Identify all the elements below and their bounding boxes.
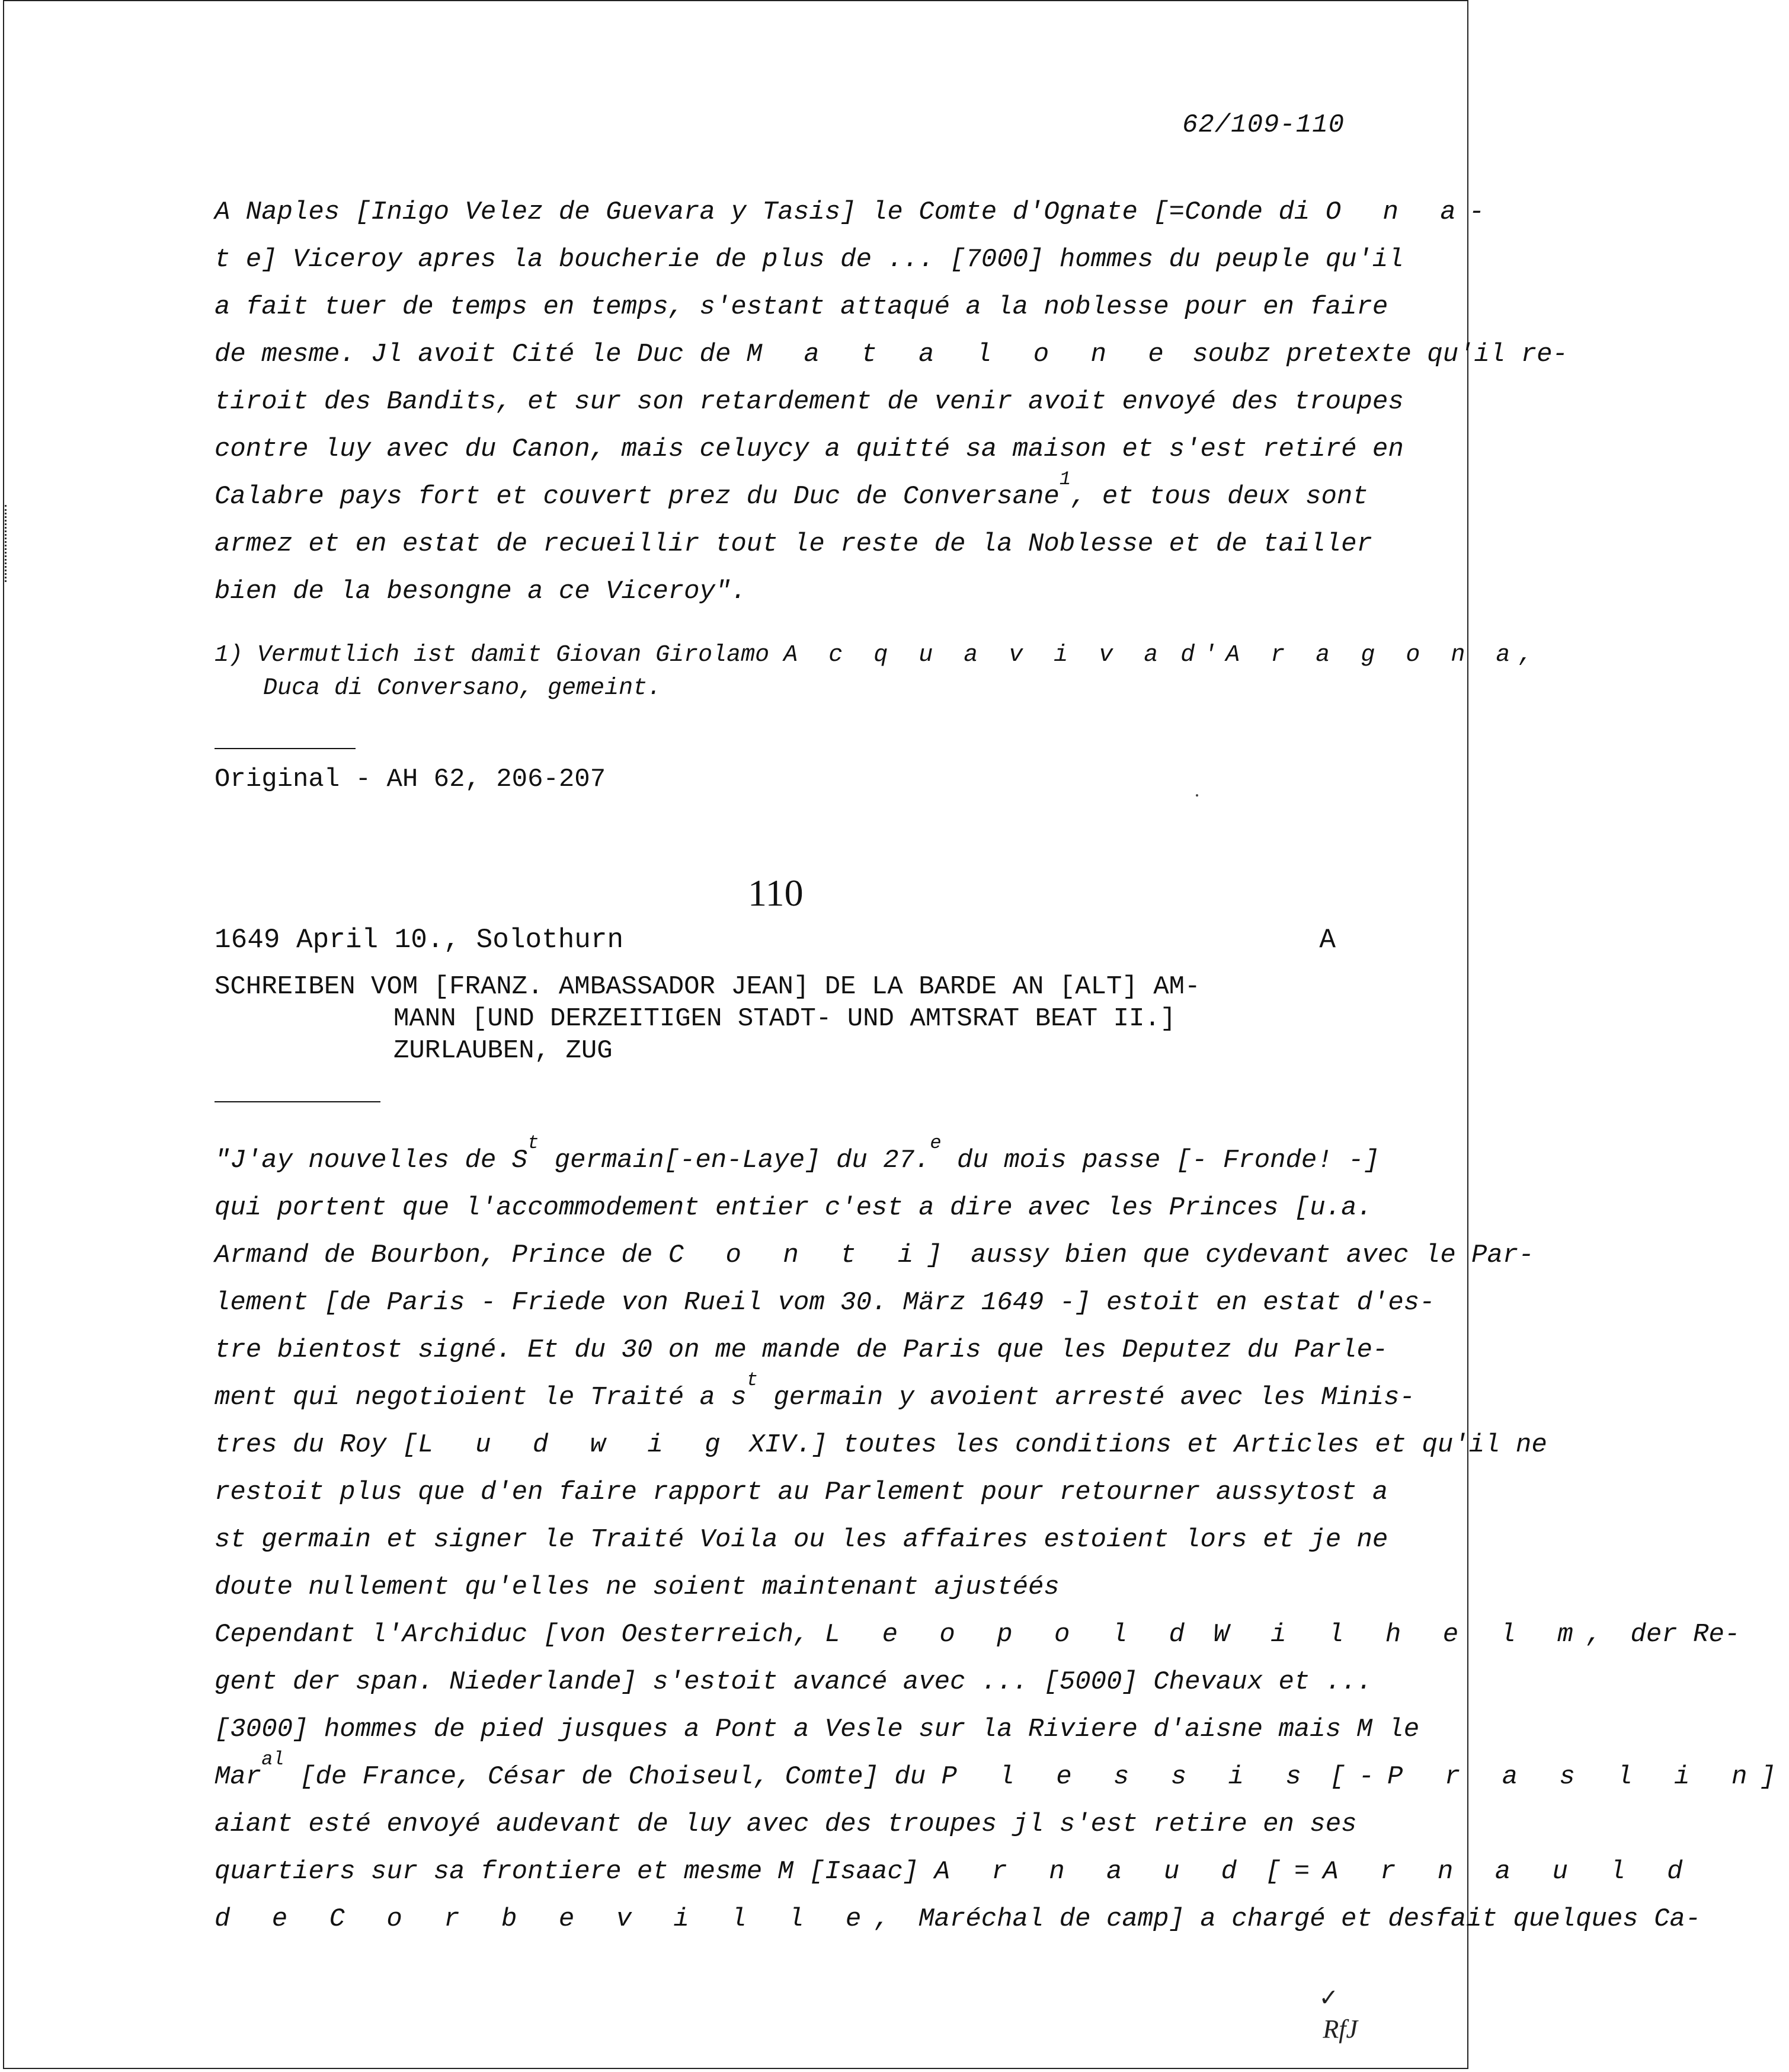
text-line: Armand de Bourbon, Prince de C o n t i] aussy bien que cydevant avec le Par- — [215, 1240, 1534, 1270]
text-line: aiant esté envoyé audevant de luy avec des troupes jl s'est retire en ses — [215, 1809, 1357, 1839]
check-mark-icon: ✓ — [1318, 1984, 1339, 2012]
text-line: lement [de Paris - Friede von Rueil vom 30. März 1649 -] estoit en estat d'es- — [215, 1288, 1435, 1318]
letter-text-continued — [215, 188, 1568, 615]
text-line: tres du Roy [L u d w i g XIV.] toutes les conditions et Articles et qu'il ne — [215, 1430, 1547, 1460]
heading-line: SCHREIBEN VOM [FRANZ. AMBASSADOR JEAN] DE LA BARDE AN [ALT] AM- — [215, 972, 1201, 1002]
text-line: doute nullement qu'elles ne soient maintenant ajustéés — [215, 1572, 1060, 1602]
page-reference: 62/109-110 — [1182, 110, 1345, 140]
text-line: ment qui negotioient le Traité a $s^t$ germain y avoient arresté avec les Minis- — [215, 1369, 1415, 1412]
document-category: A — [1319, 925, 1336, 955]
footnote-line: Duca di Conversano, gemeint. — [263, 675, 662, 702]
footnote — [215, 639, 1541, 705]
section-divider — [215, 1101, 380, 1102]
text-line: d e C o r b e v i l l e, Maréchal de camp] a chargé et desfait quelques Ca- — [215, 1904, 1701, 1934]
text-line: restoit plus que d'en faire rapport au Parlement pour retourner aussytost a — [215, 1478, 1388, 1507]
text-line: armez et en estat de recueillir tout le reste de la Noblesse et de tailler — [215, 529, 1372, 559]
text-line: st germain et signer le Traité Voila ou les affaires estoient lors et je ne — [215, 1525, 1388, 1555]
text-line: [3000] hommes de pied jusques a Pont a Vesle sur la Riviere d'aisne mais M le — [215, 1715, 1420, 1744]
text-line: bien de la besongne a ce Viceroy". — [215, 577, 747, 606]
footnote-marker: 1 — [1059, 468, 1071, 490]
text-line: contre luy avec du Canon, mais celuycy a quitté sa maison et s'est retiré en — [215, 434, 1404, 464]
text-line: a fait tuer de temps en temps, s'estant attaqué a la noblesse pour en faire — [215, 292, 1388, 322]
text-line: A Naples [Inigo Velez de Guevara y Tasis] le Comte d'Ognate [=Conde di O n a- — [215, 197, 1498, 227]
text-line: Calabre pays fort et couvert prez du Duc de Conversane$^1$, et tous deux sont — [215, 468, 1368, 511]
text-line: gent der span. Niederlande] s'estoit avancé avec ... [5000] Chevaux et ... — [215, 1667, 1372, 1697]
source-citation: Original - AH 62, 206-207 — [215, 765, 606, 794]
text-line: Mar$^{al}$ [de France, César de Choiseul, Comte] du P l e s s i s [-P r a s l i n] — [215, 1748, 1789, 1792]
heading-line: MANN [UND DERZEITIGEN STADT- UND AMTSRAT BEAT II.] — [393, 1004, 1176, 1034]
footnote-line: 1) Vermutlich ist damit Giovan Girolamo A c q u a v i v a d'A r a g o n a, — [215, 642, 1541, 669]
document-heading — [215, 971, 1370, 1067]
heading-line: ZURLAUBEN, ZUG — [393, 1036, 613, 1066]
margin-punch-mark — [5, 505, 10, 582]
document-number: 110 — [748, 872, 804, 914]
text-line: de mesme. Jl avoit Cité le Duc de M a t a l o n e soubz pretexte qu'il re- — [215, 340, 1568, 369]
text-line: tiroit des Bandits, et sur son retardement de venir avoit envoyé des troupes — [215, 387, 1404, 417]
letter-text — [215, 1132, 1789, 1943]
text-line: qui portent que l'accommodement entier c'est a dire avec les Princes [u.a. — [215, 1193, 1372, 1223]
text-line: t e] Viceroy apres la boucherie de plus de ... [7000] hommes du peuple qu'il — [215, 245, 1404, 274]
handwritten-initials: RfJ — [1323, 2015, 1358, 2044]
text-line: tre bientost signé. Et du 30 on me mande de Paris que les Deputez du Parle- — [215, 1335, 1388, 1365]
text-line: "J'ay nouvelles de $S^t$ germain[-en-Laye] du 27.$^e$ du mois passe [- Fronde! -] — [215, 1132, 1380, 1175]
text-line: quartiers sur sa frontiere et mesme M [Isaac] A r n a u d [=A r n a u l d — [215, 1857, 1696, 1886]
stray-dot — [1196, 794, 1198, 797]
section-divider — [215, 748, 356, 749]
footnote-number: 1) — [215, 642, 244, 669]
text-line: Cependant l'Archiduc [von Oesterreich, L e o p o l d W i l h e l m, der Re- — [215, 1620, 1740, 1649]
document-dateline: 1649 April 10., Solothurn — [215, 925, 624, 955]
